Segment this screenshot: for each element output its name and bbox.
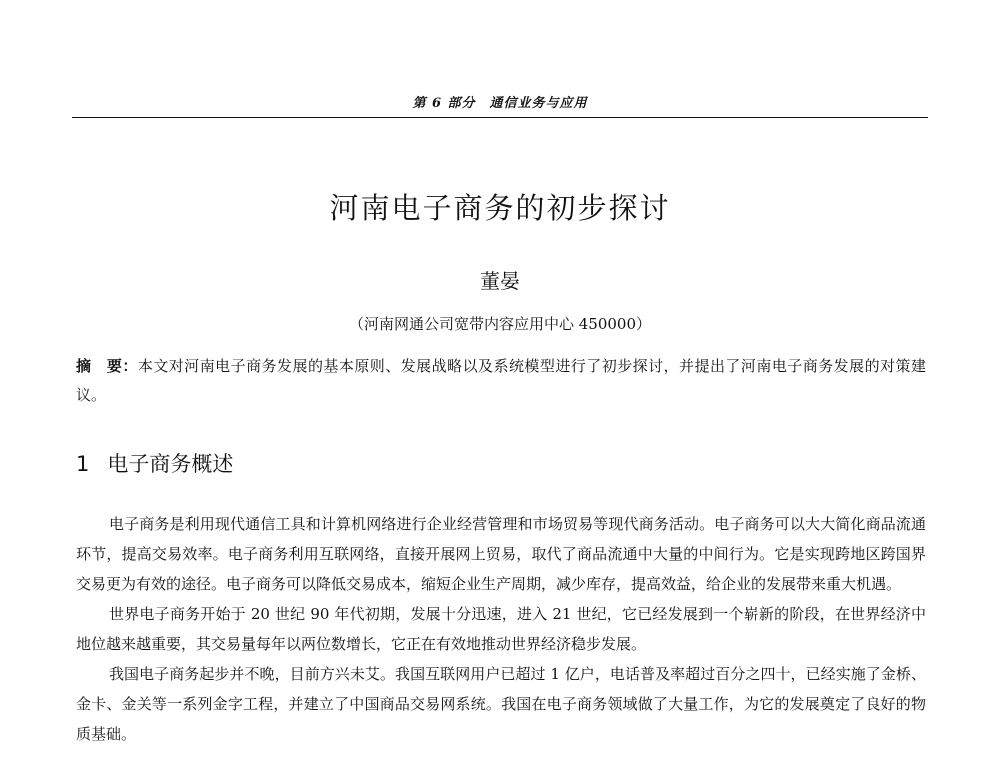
paper-title: 河南电子商务的初步探讨: [329, 191, 671, 225]
section-heading: [76, 448, 233, 478]
body-paragraph: 世界电子商务开始于 20 世纪 90 年代初期，发展十分迅速，进入 21 世纪，它已经发展到一个崭新的阶段，在世界经济中地位越来越重要，其交易量每年以两位数增长，它正在有效地推动世界经济稳步发展。: [76, 605, 926, 653]
author-name: 董晏: [480, 269, 520, 293]
section-title: 电子商务概述: [107, 452, 234, 476]
abstract: [76, 352, 926, 410]
header-rule: [72, 117, 928, 118]
running-header: 第 6 部分 通信业务与应用: [412, 96, 588, 111]
abstract-label: 摘 要：: [76, 357, 138, 375]
body-paragraph: 我国电子商务起步并不晚，目前方兴未艾。我国互联网用户已超过 1 亿户，电话普及率超过百分之四十，已经实施了金桥、金卡、金关等一系列金字工程，并建立了中国商品交易网系统。我国在电子商务领域做了大量工作，为它的发展奠定了良好的物质基础。: [76, 665, 926, 743]
author-affiliation: （河南网通公司宽带内容应用中心 450000）: [348, 315, 652, 333]
section-number: 1: [76, 452, 90, 476]
section-body: [76, 509, 926, 749]
abstract-text: 本文对河南电子商务发展的基本原则、发展战略以及系统模型进行了初步探讨，并提出了河南电子商务发展的对策建议。: [76, 357, 926, 404]
body-paragraph: 电子商务是利用现代通信工具和计算机网络进行企业经营管理和市场贸易等现代商务活动。电子商务可以大大简化商品流通环节，提高交易效率。电子商务利用互联网络，直接开展网上贸易，取代了商品流通中大量的中间行为。它是实现跨地区跨国界交易更为有效的途径。电子商务可以降低交易成本，缩短企业生产周期，减少库存，提高效益，给企业的发展带来重大机遇。: [76, 515, 926, 593]
